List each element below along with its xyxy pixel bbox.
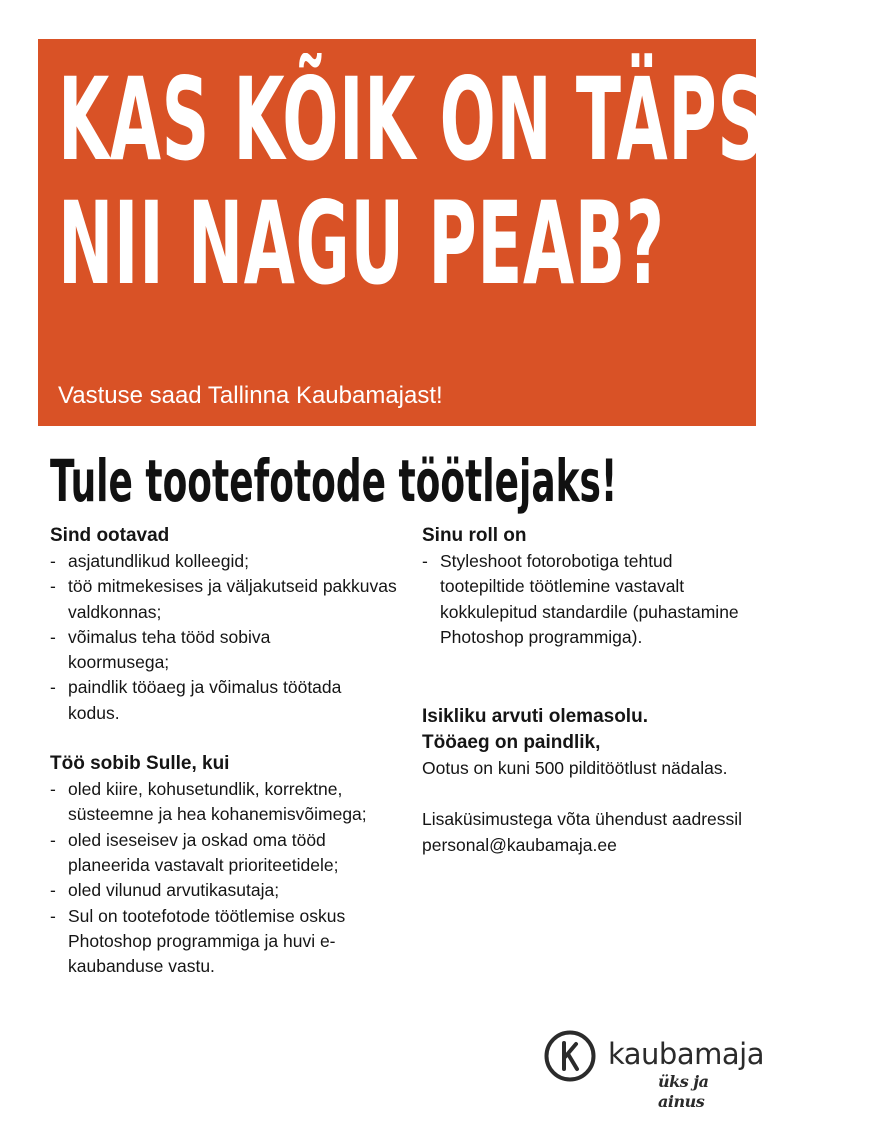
section-title-sind-ootavad: Sind ootavad [50,525,170,546]
list-item: - oled kiire, kohusetundlik, korrektne, süsteemne ja hea kohanemisvõimega; [50,777,368,828]
headline-line-1: KAS KÕIK ON TÄPSELT [58,53,889,186]
section-title-sinu-roll: Sinu roll on [422,525,527,546]
computer-requirement: Isikliku arvuti olemasolu. [422,706,648,728]
list-item: - võimalus teha tööd sobiva koormusega; [50,625,358,676]
list-item: - oled vilunud arvutikasutaja; [50,878,405,903]
list-item: - asjatundlikud kolleegid; [50,549,405,574]
k-circle-icon [544,1030,596,1082]
logo-wordmark: kaubamaja [608,1037,764,1071]
flexible-hours: Tööaeg on paindlik, [422,732,601,754]
headline [58,53,889,310]
list-item: - Styleshoot fotorobotiga tehtud tootepiltide töötlemine vastavalt kokkulepitud standardile (puhastamine Photoshop programmiga). [422,549,750,650]
tagline: Vastuse saad Tallinna Kaubamajast! [58,382,443,409]
list-item: - töö mitmekesises ja väljakutseid pakkuvas valdkonnas; [50,574,398,625]
offer-list [50,549,405,726]
logo-slogan: üks ja ainus [658,1072,709,1111]
kaubamaja-logo [544,1030,764,1111]
list-item: - Sul on tootefotode töötlemise oskus Photoshop programmiga ja huvi e-kaubanduse vastu. [50,904,408,980]
role-list [422,549,762,650]
subheading: Tule tootefotode töötlejaks! [50,447,618,515]
list-item: - paindlik tööaeg ja võimalus töötada kodus. [50,675,358,726]
section-title-too-sobib: Töö sobib Sulle, kui [50,753,230,775]
requirements-list [50,777,405,979]
contact-text: Lisaküsimustega võta ühendust aadressil personal@kaubamaja.ee [422,809,743,855]
workload-text: Ootus on kuni 500 pilditöötlust nädalas. [422,758,728,779]
list-item: - oled iseseisev ja oskad oma tööd planeerida vastavalt prioriteetidele; [50,828,408,879]
right-column [422,523,762,858]
headline-line-2: NII NAGU PEAB? [58,177,665,310]
left-column [50,523,405,979]
